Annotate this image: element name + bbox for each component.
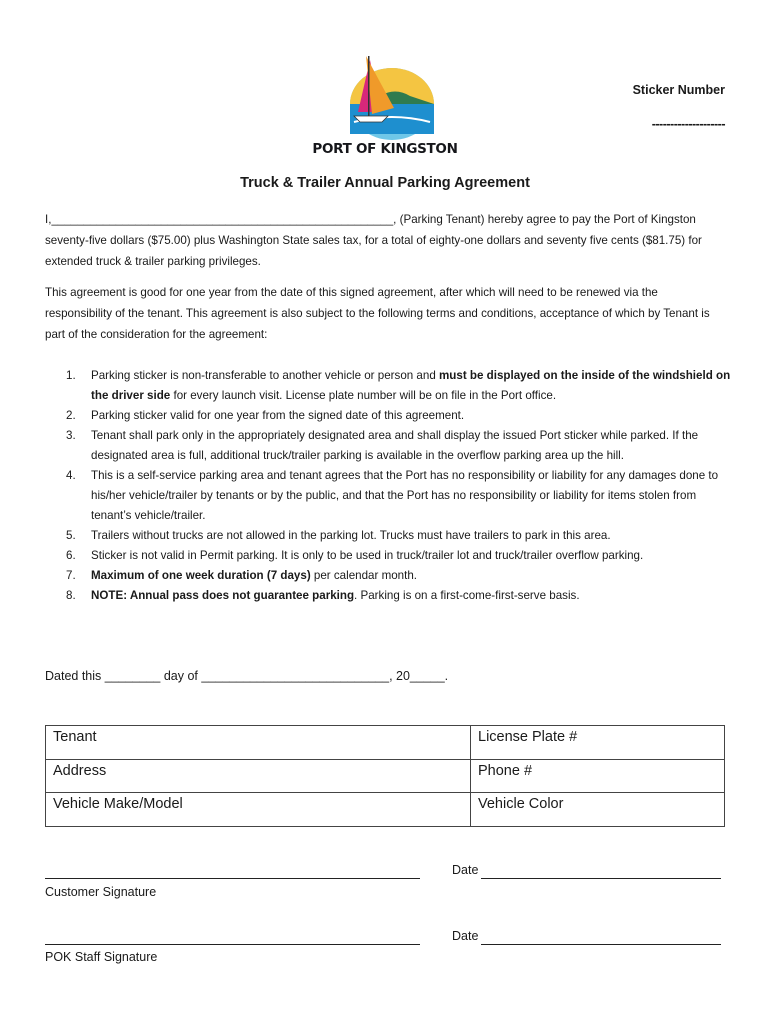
terms-list — [45, 366, 735, 606]
vehicle-make-model-field[interactable]: Vehicle Make/Model — [46, 793, 471, 827]
term-item: 6. Sticker is not valid in Permit parking. It is only to be used in truck/trailer lot and truck/trailer overflow parking. — [66, 549, 644, 562]
staff-date-label: Date — [452, 929, 479, 943]
term-item: 8. NOTE: Annual pass does not guarantee parking. Parking is on a first-come-first-serve basis. — [66, 589, 580, 602]
customer-signature-line[interactable] — [45, 878, 420, 879]
address-field[interactable]: Address — [46, 760, 471, 793]
term-item: 2. Parking sticker valid for one year from the signed date of this agreement. — [66, 409, 465, 422]
staff-signature-line[interactable] — [45, 944, 420, 945]
phone-field[interactable]: Phone # — [471, 760, 725, 793]
customer-signature-label: Customer Signature — [45, 885, 157, 899]
logo-text: PORT OF KINGSTON — [312, 141, 458, 157]
intro-paragraph: I,_____________________________________________________, (Parking Tenant) hereby agree to pay the Port of Kingston seventy-five dollars ($75.00) plus Washington State sales tax, for a total of eighty-one dollars and seventy five cents ($81.75) for extended truck & trailer parking privileges. — [45, 213, 702, 268]
port-of-kingston-logo — [310, 52, 460, 160]
vehicle-color-field[interactable]: Vehicle Color — [471, 793, 725, 827]
staff-signature-label: POK Staff Signature — [45, 950, 158, 964]
term-item: 3. Tenant shall park only in the appropriately designated area and shall display the issued Port sticker while parked. If the designated area is full, additional truck/trailer parking is available in the overflow parking area up the hill. — [66, 429, 699, 462]
customer-date-line[interactable] — [481, 878, 721, 879]
sticker-number-label: Sticker Number — [632, 83, 725, 97]
term-item: 1. Parking sticker is non-transferable to another vehicle or person and must be displayed on the inside of the windshield on the driver side for every launch visit. License plate number will be on file in the Port office. — [66, 369, 731, 402]
term-item: 4. This is a self-service parking area and tenant agrees that the Port has no responsibility or liability for any damages done to his/her vehicle/trailer by tenants or by the public, and that the Port has no responsibility or liability for items stolen from tenant’s vehicle/trailer. — [66, 469, 719, 522]
term-item: 5. Trailers without trucks are not allowed in the parking lot. Trucks must have trailers to park in this area. — [66, 529, 611, 542]
terms-intro-paragraph: This agreement is good for one year from the date of this signed agreement, after which will need to be renewed via the responsibility of the tenant. This agreement is also subject to the following terms and conditions, acceptance of which by Tenant is part of the consideration for the agreement: — [45, 286, 710, 341]
staff-date-line[interactable] — [481, 944, 721, 945]
tenant-field[interactable]: Tenant — [46, 726, 471, 760]
term-item: 7. Maximum of one week duration (7 days) per calendar month. — [66, 569, 418, 582]
sticker-number-blank: -------------------- — [651, 117, 725, 131]
sailboat-icon — [310, 52, 460, 142]
page-title: Truck & Trailer Annual Parking Agreement — [240, 175, 530, 191]
customer-date-label: Date — [452, 863, 479, 877]
license-plate-field[interactable]: License Plate # — [471, 726, 725, 760]
vehicle-info-table — [45, 725, 725, 827]
dated-line[interactable]: Dated this ________ day of ___________________________, 20_____. — [45, 669, 449, 683]
